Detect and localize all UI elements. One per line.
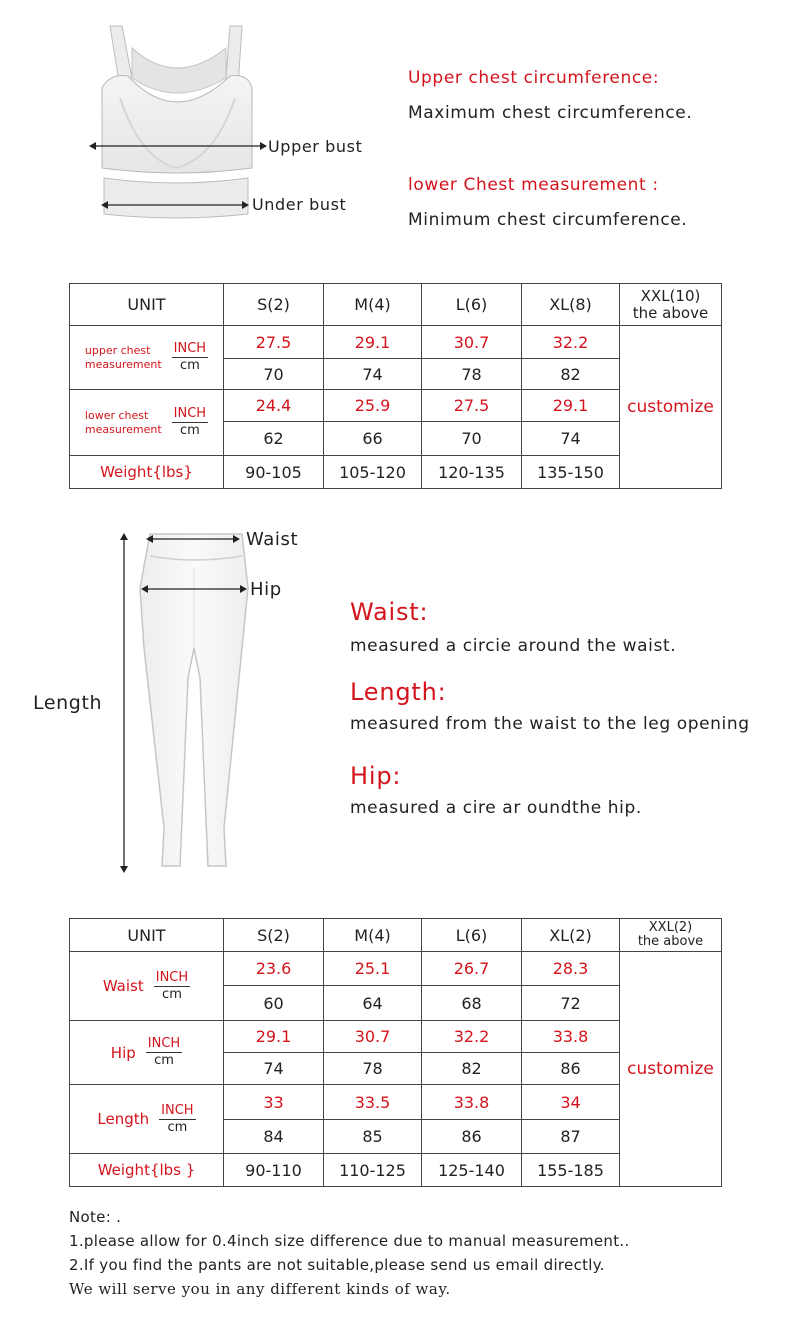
inch-value: 27.5 bbox=[224, 326, 324, 359]
cm-value: 78 bbox=[422, 359, 522, 390]
weight-label: Weight{lbs} bbox=[70, 456, 224, 489]
upper-bust-label: Upper bust bbox=[268, 137, 363, 156]
table-row bbox=[70, 326, 722, 359]
hip-label: Hip bbox=[250, 579, 282, 600]
lower-chest-title: lower Chest measurement : bbox=[408, 175, 659, 195]
weight-value: 105-120 bbox=[324, 456, 422, 489]
inch-value: 28.3 bbox=[522, 952, 620, 986]
size-header: L(6) bbox=[422, 919, 522, 952]
length-label: Length bbox=[33, 692, 103, 714]
under-bust-arrow bbox=[100, 199, 250, 211]
xxl-note: the above bbox=[632, 303, 709, 322]
table-row bbox=[70, 952, 722, 986]
cm-value: 84 bbox=[224, 1120, 324, 1154]
row-label-cell bbox=[70, 952, 224, 1021]
xxl-header bbox=[620, 919, 722, 952]
row-label-cell bbox=[70, 1021, 224, 1085]
upper-chest-title: Upper chest circumference: bbox=[408, 68, 660, 88]
size-header: XL(2) bbox=[522, 919, 620, 952]
notes-line-3: We will serve you in any different kinds of way. bbox=[69, 1280, 451, 1298]
size-header: M(4) bbox=[324, 284, 422, 326]
xxl-header bbox=[620, 284, 722, 326]
cm-value: 68 bbox=[422, 986, 522, 1021]
inch-value: 25.9 bbox=[324, 390, 422, 422]
size-header: S(2) bbox=[224, 284, 324, 326]
inch-value: 25.1 bbox=[324, 952, 422, 986]
customize-cell: customize bbox=[620, 952, 722, 1187]
under-bust-label: Under bust bbox=[252, 195, 347, 214]
row-label-cell bbox=[70, 326, 224, 390]
inch-value: 34 bbox=[522, 1085, 620, 1120]
sports-bra-illustration bbox=[80, 18, 270, 228]
inch-value: 26.7 bbox=[422, 952, 522, 986]
inch-value: 29.1 bbox=[324, 326, 422, 359]
cm-value: 74 bbox=[324, 359, 422, 390]
cm-value: 74 bbox=[522, 422, 620, 456]
row-label: lower chest measurement bbox=[84, 408, 162, 436]
inch-value: 29.1 bbox=[522, 390, 620, 422]
row-label: upper chest measurement bbox=[84, 343, 162, 371]
row-label-cell bbox=[70, 1085, 224, 1154]
row-label: Waist bbox=[102, 977, 144, 995]
waist-label: Waist bbox=[246, 529, 299, 550]
inch-value: 32.2 bbox=[522, 326, 620, 359]
waist-arrow bbox=[145, 533, 241, 545]
size-header: XL(8) bbox=[522, 284, 620, 326]
cm-value: 70 bbox=[422, 422, 522, 456]
customize-cell: customize bbox=[620, 326, 722, 489]
cm-value: 87 bbox=[522, 1120, 620, 1154]
unit-fraction: $\frac{\text{INCH}}{cm}$ bbox=[161, 1102, 194, 1135]
cm-value: 62 bbox=[224, 422, 324, 456]
xxl-note: the above bbox=[637, 934, 704, 949]
size-header: M(4) bbox=[324, 919, 422, 952]
lower-chest-text: Minimum chest circumference. bbox=[408, 210, 688, 230]
row-label: Length bbox=[97, 1110, 150, 1128]
inch-value: 27.5 bbox=[422, 390, 522, 422]
leggings-illustration bbox=[130, 528, 260, 873]
cm-value: 86 bbox=[422, 1120, 522, 1154]
size-header: S(2) bbox=[224, 919, 324, 952]
unit-fraction: $\frac{\text{INCH}}{cm}$ bbox=[155, 969, 189, 1002]
unit-header: UNIT bbox=[70, 919, 224, 952]
notes-line-1: 1.please allow for 0.4inch size difference due to manual measurement.. bbox=[69, 1232, 630, 1250]
xxl-size: XXL(2) bbox=[648, 920, 693, 935]
unit-fraction: $\frac{\text{INCH}}{cm}$ bbox=[147, 1036, 181, 1068]
unit-fraction: $\frac{\text{INCH}}{cm}$ bbox=[173, 341, 207, 373]
weight-value: 155-185 bbox=[522, 1154, 620, 1187]
notes-line-2: 2.If you find the pants are not suitable,please send us email directly. bbox=[69, 1256, 605, 1274]
weight-label: Weight{lbs } bbox=[70, 1154, 224, 1187]
unit-header: UNIT bbox=[70, 284, 224, 326]
inch-value: 32.2 bbox=[422, 1021, 522, 1053]
cm-value: 72 bbox=[522, 986, 620, 1021]
hip-arrow bbox=[140, 583, 248, 595]
inch-value: 29.1 bbox=[224, 1021, 324, 1053]
hip-text: measured a cire ar oundthe hip. bbox=[350, 798, 642, 818]
size-header: L(6) bbox=[422, 284, 522, 326]
cm-value: 78 bbox=[324, 1053, 422, 1085]
cm-value: 66 bbox=[324, 422, 422, 456]
inch-value: 30.7 bbox=[324, 1021, 422, 1053]
weight-value: 125-140 bbox=[422, 1154, 522, 1187]
pants-size-table bbox=[69, 918, 722, 1187]
inch-value: 24.4 bbox=[224, 390, 324, 422]
length-title: Length: bbox=[350, 678, 447, 706]
length-arrow bbox=[118, 532, 130, 874]
inch-value: 33 bbox=[224, 1085, 324, 1120]
xxl-size: XXL(10) bbox=[640, 286, 701, 305]
inch-value: 33.8 bbox=[522, 1021, 620, 1053]
bra-size-table bbox=[69, 283, 722, 489]
inch-value: 33.8 bbox=[422, 1085, 522, 1120]
unit-fraction: $\frac{\text{INCH}}{cm}$ bbox=[173, 406, 207, 438]
table-header-row bbox=[70, 919, 722, 952]
weight-value: 120-135 bbox=[422, 456, 522, 489]
cm-value: 64 bbox=[324, 986, 422, 1021]
row-label: Hip bbox=[110, 1043, 136, 1062]
waist-title: Waist: bbox=[350, 598, 429, 626]
inch-value: 30.7 bbox=[422, 326, 522, 359]
upper-bust-arrow bbox=[88, 140, 268, 152]
cm-value: 82 bbox=[522, 359, 620, 390]
waist-text: measured a circie around the waist. bbox=[350, 636, 677, 656]
row-label-cell bbox=[70, 390, 224, 456]
weight-value: 90-110 bbox=[224, 1154, 324, 1187]
weight-value: 135-150 bbox=[522, 456, 620, 489]
weight-value: 110-125 bbox=[324, 1154, 422, 1187]
upper-chest-text: Maximum chest circumference. bbox=[408, 103, 693, 123]
inch-value: 23.6 bbox=[224, 952, 324, 986]
cm-value: 70 bbox=[224, 359, 324, 390]
cm-value: 82 bbox=[422, 1053, 522, 1085]
hip-title: Hip: bbox=[350, 762, 402, 790]
inch-value: 33.5 bbox=[324, 1085, 422, 1120]
length-text: measured from the waist to the leg opening bbox=[350, 714, 750, 734]
cm-value: 60 bbox=[224, 986, 324, 1021]
cm-value: 74 bbox=[224, 1053, 324, 1085]
table-header-row bbox=[70, 284, 722, 326]
cm-value: 85 bbox=[324, 1120, 422, 1154]
cm-value: 86 bbox=[522, 1053, 620, 1085]
weight-value: 90-105 bbox=[224, 456, 324, 489]
notes-title: Note: . bbox=[69, 1208, 122, 1226]
